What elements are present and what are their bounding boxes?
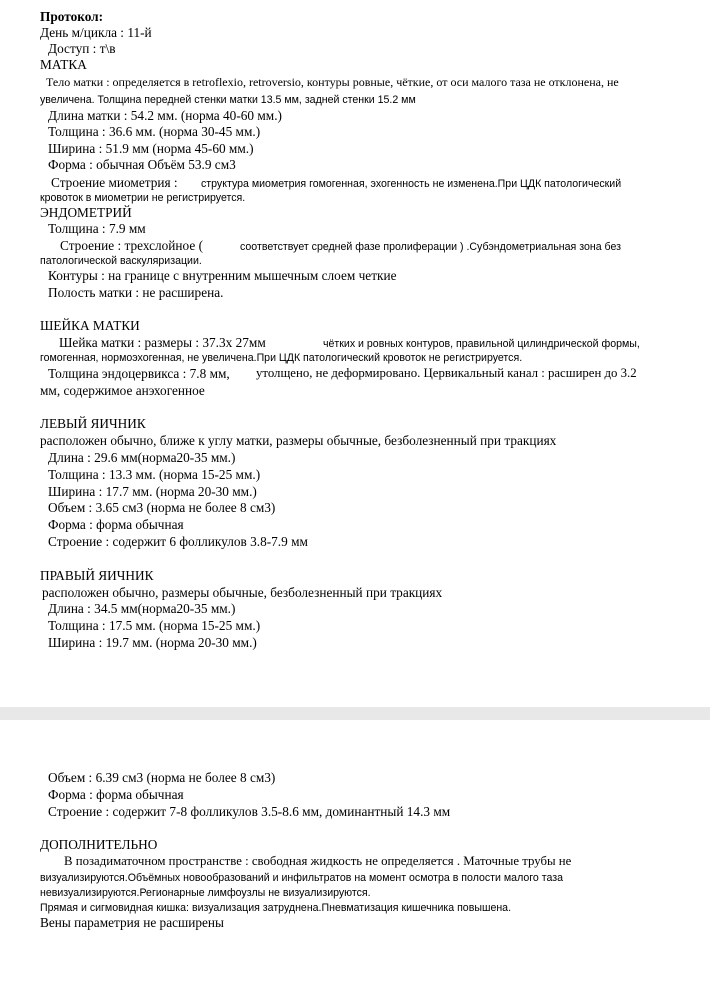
left-ovary-length: Длина : 29.6 мм(норма20-35 мм.) [48, 450, 236, 465]
cervix-line2: гомогенная, нормоэхогенная, не увеличена.При ЦДК патологический кровоток не регистрируется. [40, 352, 523, 364]
document-page-2 [0, 720, 710, 1000]
additional-title: ДОПОЛНИТЕЛЬНО [40, 837, 158, 852]
endometrium-contours: Контуры : на границе с внутренним мышечным слоем четкие [48, 268, 397, 283]
endometrium-structure-label: Строение : трехслойное ( [60, 238, 203, 253]
additional-line2: визуализируются.Объёмных новообразований и инфильтратов на момент осмотра в полости малого таза [40, 872, 563, 884]
uterus-thickness: Толщина : 36.6 мм. (норма 30-45 мм.) [48, 124, 261, 139]
additional-line3: невизуализируются.Регионарные лимфоузлы не визуализируются. [40, 887, 371, 899]
myometrium-text: структура миометрия гомогенная, эхогенность не изменена.При ЦДК патологический [201, 178, 622, 190]
cervix-dims-text: чётких и ровных контуров, правильной цилиндрической формы, [323, 338, 640, 350]
right-ovary-volume: Объем : 6.39 см3 (норма не более 8 см3) [48, 770, 276, 785]
left-ovary-thickness: Толщина : 13.3 мм. (норма 15-25 мм.) [48, 467, 261, 482]
left-ovary-title: ЛЕВЫЙ ЯИЧНИК [40, 416, 146, 431]
page-break [0, 707, 710, 720]
uterus-body-line2: увеличена. Толщина передней стенки матки 13.5 мм, задней стенки 15.2 мм [40, 94, 416, 106]
left-ovary-desc: расположен обычно, ближе к углу матки, размеры обычные, безболезненный при тракциях [40, 433, 557, 448]
endometrium-title: ЭНДОМЕТРИЙ [40, 205, 132, 220]
right-ovary-desc: расположен обычно, размеры обычные, безболезненный при тракциях [42, 585, 443, 600]
uterine-cavity: Полость матки : не расширена. [48, 285, 224, 300]
additional-line5: Вены параметрия не расширены [40, 915, 224, 930]
uterus-shape: Форма : обычная Объём 53.9 см3 [48, 157, 236, 172]
endocervix-text: утолщено, не деформировано. Цервикальный канал : расширен до 3.2 [256, 366, 637, 380]
endocervix-label: Толщина эндоцервикса : 7.8 мм, [48, 366, 230, 381]
myometrium-label: Строение миометрия : [51, 175, 178, 190]
left-ovary-shape: Форма : форма обычная [48, 517, 184, 532]
cervix-title: ШЕЙКА МАТКИ [40, 318, 140, 333]
right-ovary-title: ПРАВЫЙ ЯИЧНИК [40, 568, 154, 583]
right-ovary-length: Длина : 34.5 мм(норма20-35 мм.) [48, 601, 236, 616]
right-ovary-thickness: Толщина : 17.5 мм. (норма 15-25 мм.) [48, 618, 261, 633]
right-ovary-width: Ширина : 19.7 мм. (норма 20-30 мм.) [48, 635, 257, 650]
additional-line1: В позадиматочном пространстве : свободная жидкость не определяется . Маточные трубы не [64, 854, 572, 868]
protocol-heading: Протокол: [40, 9, 104, 24]
left-ovary-structure: Строение : содержит 6 фолликулов 3.8-7.9 мм [48, 534, 308, 549]
left-ovary-width: Ширина : 17.7 мм. (норма 20-30 мм.) [48, 484, 257, 499]
access-type: Доступ : т\в [48, 41, 116, 56]
endometrium-structure-text: соответствует средней фазе пролиферации ) .Субэндометриальная зона без [240, 241, 622, 253]
left-ovary-volume: Объем : 3.65 см3 (норма не более 8 см3) [48, 500, 276, 515]
uterus-length: Длина матки : 54.2 мм. (норма 40-60 мм.) [48, 108, 282, 123]
endometrium-thickness: Толщина : 7.9 мм [48, 221, 146, 236]
additional-line4: Прямая и сигмовидная кишка: визуализация затруднена.Пневматизация кишечника повышена. [40, 902, 512, 914]
uterus-title: МАТКА [40, 57, 87, 72]
myometrium-line2: кровоток в миометрии не регистрируется. [40, 192, 246, 204]
right-ovary-structure: Строение : содержит 7-8 фолликулов 3.5-8.6 мм, доминантный 14.3 мм [48, 804, 451, 819]
endometrium-structure-line2: патологической васкуляризации. [40, 255, 202, 267]
cycle-day: День м/цикла : 11-й [40, 25, 152, 40]
uterus-width: Ширина : 51.9 мм (норма 45-60 мм.) [48, 141, 254, 156]
endocervix-line2: мм, содержимое анэхогенное [40, 383, 205, 398]
right-ovary-shape: Форма : форма обычная [48, 787, 184, 802]
cervix-dims-label: Шейка матки : размеры : 37.3x 27мм [59, 335, 266, 350]
uterus-body-line1: Тело матки : определяется в retroflexio, retroversio, контуры ровные, чёткие, от оси малого таза не отклонена, не [46, 75, 619, 89]
